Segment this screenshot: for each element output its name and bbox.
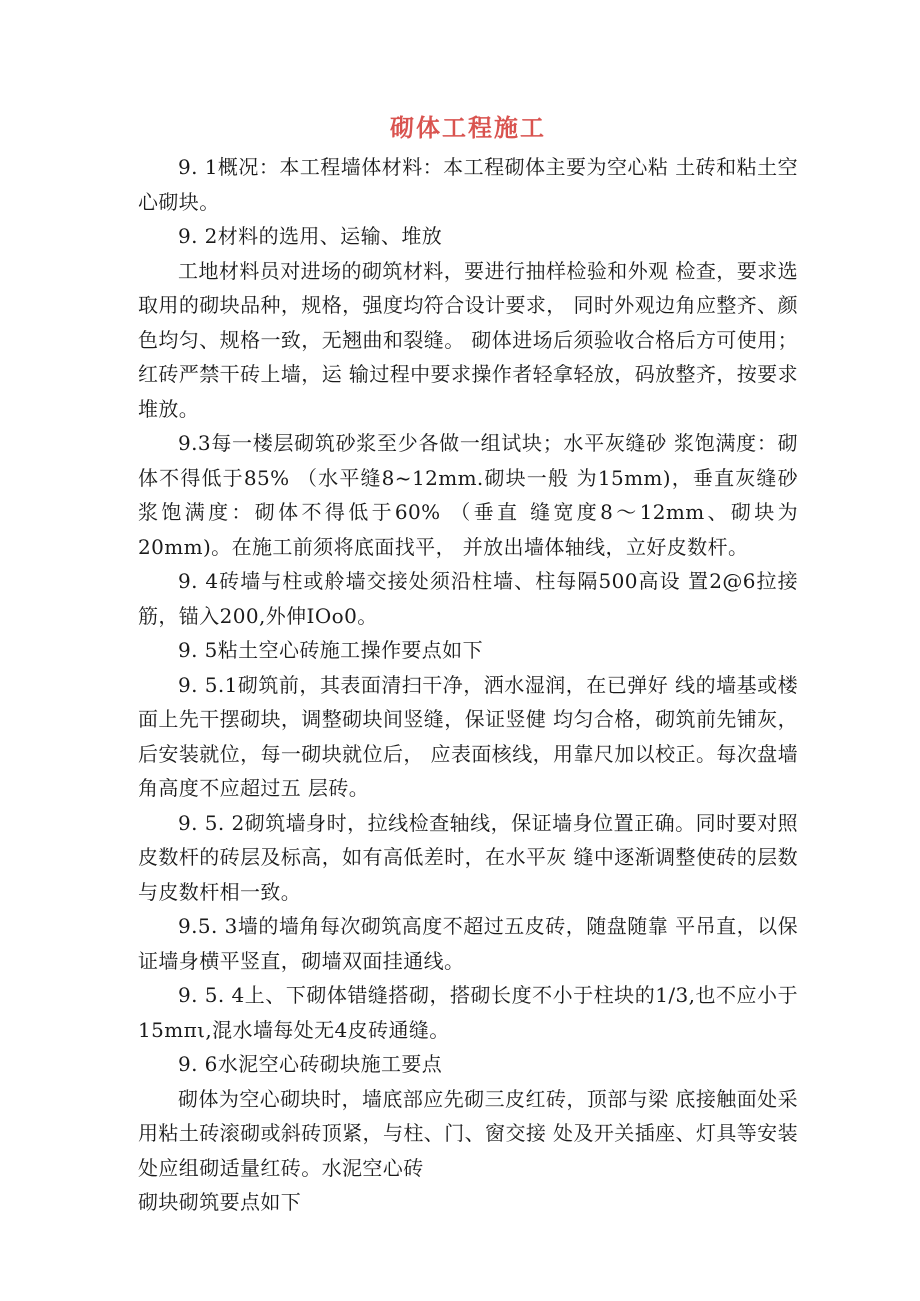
paragraph-materials-heading: 9. 2材料的选用、运输、堆放 (178, 224, 443, 248)
paragraph-cement-block-heading: 9. 6水泥空心砖砌块施工要点 (178, 1052, 443, 1076)
paragraph-materials-body: 工地材料员对进场的砌筑材料，要进行抽样检验和外观 检查，要求选取用的砌块品种，规格，强度均符合设计要求， 同时外观边角应整齐、颜色均匀、规格一致，无翘曲和裂缝。 砌体进场后须验收合格后方可使用；红砖严禁干砖上墙，运 输过程中要求操作者轻拿轻放，码放整齐，按要求堆放。 (138, 258, 798, 421)
paragraph-cement-block-body: 砌体为空心砌块时，墙底部应先砌三皮红砖，顶部与梁 底接触面处采用粘土砖滚砌或斜砖顶紧，与柱、门、窗交接 处及开关插座、灯具等安装处应组砌适量红砖。水泥空心砖 (138, 1086, 798, 1180)
paragraph-wall-column-joint: 9. 4砖墙与柱或舲墙交接处须沿柱墙、柱每隔500高设 置2@6拉接筋，锚入200,外伸IOo0。 (138, 569, 798, 628)
paragraph-block-masonry-points: 砌块砌筑要点如下 (138, 1190, 302, 1214)
paragraph-section-9-5-1: 9. 5.1砌筑前，其表面清扫干净，洒水湿润，在已弹好 线的墙基或楼面上先干摆砌块，调整砌块间竖缝，保证竖健 均匀合格，砌筑前先铺灰，后安装就位，每一砌块就位后， 应表面核线，用靠尺加以校正。每次盘墙角高度不应超过五 层砖。 (138, 672, 798, 800)
document-title: 砌体工程施工 (390, 113, 546, 142)
paragraph-overview: 9. 1概况：本工程墙体材料：本工程砌体主要为空心粘 土砖和粘土空心砌块。 (138, 155, 798, 214)
paragraph-section-9-5-2: 9. 5. 2砌筑墙身时，拉线检查轴线，保证墙身位置正确。同时要对照皮数杆的砖层及标高，如有高低差时，在水平灰 缝中逐渐调整使砖的层数与皮数杆相一致。 (138, 810, 798, 904)
paragraph-hollow-brick-heading: 9. 5粘土空心砖施工操作要点如下 (178, 638, 483, 662)
paragraph-section-9-5-4: 9. 5. 4上、下砌体错缝搭砌，搭砌长度不小于柱块的1/3,也不应小于15mπι,混水墙每处无4皮砖通缝。 (138, 983, 798, 1042)
document-page (138, 108, 798, 1220)
paragraph-mortar-test: 9.3每一楼层砌筑砂浆至少各做一组试块；水平灰缝砂 浆饱满度：砌体不得低于85% （水平缝8~12mm.砌块一般 为15mm)，垂直灰缝砂浆饱满度：砌体不得低于60% （垂直 缝宽度8～12mm、砌块为20mm)。在施工前须将底面找平， 并放出墙体轴线，立好皮数杆。 (138, 431, 798, 559)
paragraph-section-9-5-3: 9.5. 3墙的墙角每次砌筑高度不超过五皮砖，随盘随靠 平吊直，以保证墙身横平竖直，砌墙双面挂通线。 (138, 914, 798, 973)
